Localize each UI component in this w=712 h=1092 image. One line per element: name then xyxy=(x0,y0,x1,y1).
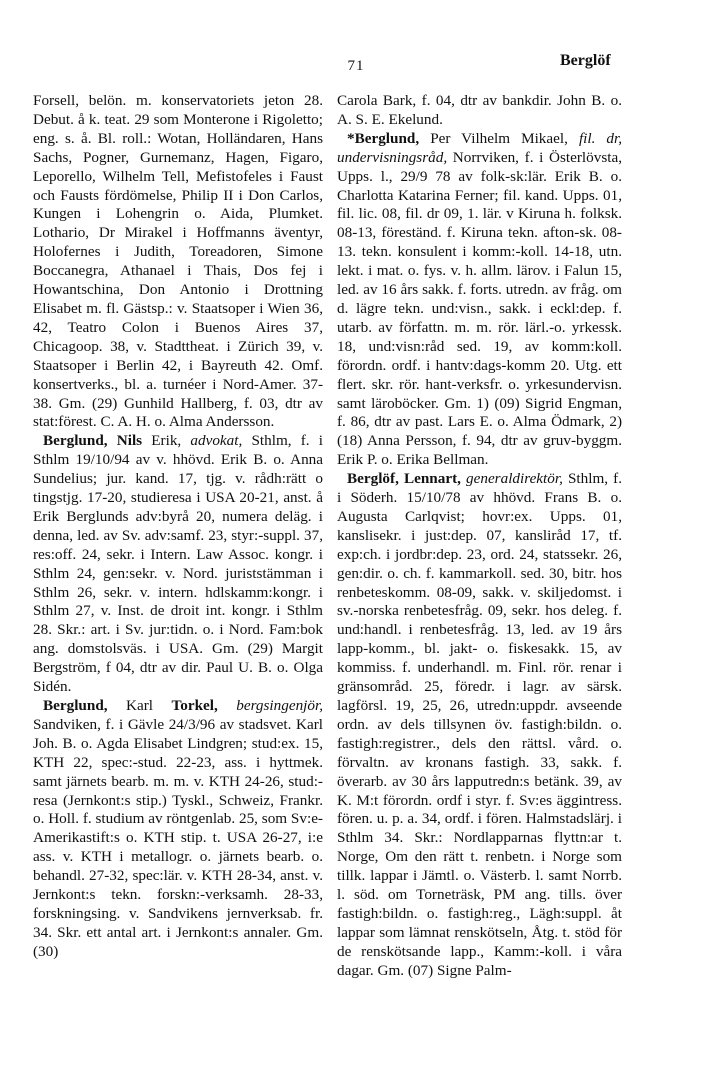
entry-berglof-lennart xyxy=(337,470,622,980)
entry-occupation: fil. dr, undervisningsråd, xyxy=(337,129,623,166)
entry-berglund-nils xyxy=(33,432,323,697)
entry-first-name: Nils xyxy=(116,432,143,450)
entry-occupation: advokat, xyxy=(190,432,243,450)
entry-text: Sthlm, f. i Söderh. 15/10/78 av hhövd. Frans B. o. Augusta Carlqvist; hovr:ex. Upps. 01, kanslisekr. i just:dep. 07, kansliråd 17, tf. exp:ch. i jordbr:dep. 23, ord. 24, statssekr. 26, gen:dir. o. ch. f. kammarkoll. sed. 30, bitr. hos renbeteskomm. 08-09, sakk. v. skiljedomst. i sv.-norska renbetesfråg. 09, sekr. hos deleg. f. und:handl. i renbetesfråg. 13, led. av 19 års lapp-komm., bl. jakt- o. fiskesakk. 15, av kommiss. f. underhandl. m. Finl. rör. renar i gränsområd. 25, föredr. i lagr. av särsk. lagförsl. 19, 25, 26, utredn:uppdr. avseende ordn. av dels tillsynen öv. fastigh:bildn. o. fastigh:registrer., dels den rättsl. vård. o. förvaltn. av kronans fastigh. 33, sakk. f. överarb. av 30 års lapputredn:s betänk. 39, av K. M:t förordn. ordf i styr. f. Sv:es äggintress. fören. u. p. a. 34, ordf. i fören. Halmstadslärj. i Sthlm 34. Skr.: Nordlapparnas flyttn:ar t. Norge, Om den rätt t. renbetn. i Norge som tillk. lappar i Jämtl. o. Västerb. l. samt Norrb. l. söd. om Torneträsk, PM ang. tills. över fastigh:bildn. o. fastigh:reg., Lägh:suppl. åt lappar som lämnat renskötseln, Åtg. t. stöd för de renskötsande lapp., Kamm:-koll. i våra dagar. Gm. (07) Signe Palm- xyxy=(337,470,623,979)
entry-given-names: Mikael, xyxy=(521,129,568,147)
running-head: Berglöf xyxy=(560,52,611,69)
entry-surname: Berglund, xyxy=(43,432,108,450)
entry-berglund-per-vilhelm xyxy=(337,130,622,470)
entry-first-name: Karl xyxy=(126,697,154,714)
continuation-text: Forsell, belön. m. konservatoriets jeton 28. Debut. å k. teat. 29 som Monterone i Rigoletto; eng. s. å. Bl. roll.: Wotan, Holländaren, Hans Sachs, Pogner, Gurnemanz, Hagen, Figaro, Leporello, Wilhelm Tell, Mefistofeles i Faust och Fausts fördömelse, Philip II i Don Carlos, Kungen i Lohengrin o. Aida, Plumket. Lothario, Dr Mirakel i Hoffmanns äventyr, Holofernes i Judith, Toreadoren, Simone Boccanegra, Athanael i Thais, Dos fej i Howantschina, Don Antonio i Drottning Elisabet m. fl. Gästsp.: v. Staatsoper i Wien 36, 42, Teatro Colon i Buenos Aires 37, Chicagoop. 38, v. Stadttheat. i Zürich 39, v. Staatsoper i Berlin 42, i Bayreuth 42. Omf. konsertverks., bl. a. turnéer i Nord-Amer. 37-38. Gm. (29) Gunhild Hallberg, f. 03, dtr av stat:förest. C. A. H. o. Alma Andersson. xyxy=(33,92,323,431)
entry-surname: *Berglund, xyxy=(347,129,420,147)
continuation-text: Carola Bark, f. 04, dtr av bankdir. John B. o. A. S. E. Ekelund. xyxy=(337,92,622,128)
entry-text: Norrviken, f. i Österlövsta, Upps. l., 29/9 78 av folk-sk:lär. Erik B. o. Charlotta Katarina Ferner; fil. kand. Upps. 01, fil. lic. 08, fil. dr 09, 1. lär. v Kiruna h. folksk. 08-13, föreständ. f. Kiruna tekn. afton-sk. 08-13. tekn. konsulent i komm:-koll. 14-18, utn. lekt. i mat. o. fys. v. h. allm. lärov. i Falun 15, led. av 16 års sakk. f. forts. utredn. av fråg. om d. lägre tekn. und:visn., sakk. i eckl:dep. f. utarb. av författn. m. m. rör. lärl.-o. yrkessk. 18, und:visn:råd sed. 19, av komm:koll. förordn. ordf. i hantv:dags-komm 20. Utg. ett flert. skr. rör. hant-verksfr. o. yrkesundervisn. samt läroböcker. Gm. 1) (09) Sigrid Engman, f. 86, dtr av past. Lars E. o. Alma Ödmark, 2) (18) Anna Persson, f. 94, dtr av gruv-byggm. Erik P. o. Erika Bellman. xyxy=(337,148,622,469)
entry-given-names: Torkel, xyxy=(171,697,218,714)
left-column xyxy=(33,92,323,962)
entry-first-name: Lennart, xyxy=(403,470,461,488)
entry-first-name: Per Vilhelm xyxy=(430,129,511,147)
entry-surname: Berglöf, xyxy=(347,470,399,488)
entry-occupation: generaldirektör, xyxy=(466,470,563,488)
entry-occupation: bergsingenjör, xyxy=(236,697,324,714)
entry-text: Sthlm, f. i Sthlm 19/10/94 av v. hhövd. Erik B. o. Anna Sundelius; jur. kand. 17, tjg. v. rådh:rätt o tingstjg. 17-20, studieresa i USA 20-21, anst. å Erik Berglunds adv:byrå 20, numera deläg. i denna, led. av Sv. adv:samf. 23, styr:-suppl. 37, res:off. 24, sekr. i Intern. Law Assoc. kongr. i Sthlm 24, gen:sekr. v. Nord. juriststämman i Sthlm 26, sekr. v. intern. hdlskamm:kongr. i Sthlm 27, v. Inst. de droit int. kongr. i Sthlm 28. Skr.: art. i Sv. jur:tidn. o. i Nord. Fam:bok ang. domstolsväs. i USA. Gm. (29) Margit Bergström, f 04, dtr av dir. Paul U. B. o. Olga Sidén. xyxy=(33,432,324,696)
entry-berglund-karl-torkel xyxy=(33,697,323,962)
entry-surname: Berglund, xyxy=(43,697,108,714)
right-column xyxy=(337,92,622,981)
entry-given-names: Erik, xyxy=(151,432,182,450)
entry-text: Sandviken, f. i Gävle 24/3/96 av stadsvet. Karl Joh. B. o. Agda Elisabet Lindgren; stud:ex. 15, KTH 22, spec:-stud. 22-23, ass. i hyttmek. samt järnets bearb. m. m. v. KTH 24-26, stud:-resa (Jernkont:s stip.) Tyskl., Schweiz, Frankr. o. Holl. f. studium av röntgenlab. 25, som Sv:e-Amerikastift:s o. KTH stip. t. USA 26-27, i:e ass. v. KTH i metallogr. o. järnets bearb. o. behandl. 27-32, spec:lär. v. KTH 28-34, anst. v. Jernkont:s tekn. forskn:-verksamh. 28-33, forskningsing. v. Sandvikens jernverksab. fr. 34. Skr. ett antal art. i Jernkont:s annaler. Gm. (30) xyxy=(33,715,323,960)
page-number: 71 xyxy=(347,58,365,74)
